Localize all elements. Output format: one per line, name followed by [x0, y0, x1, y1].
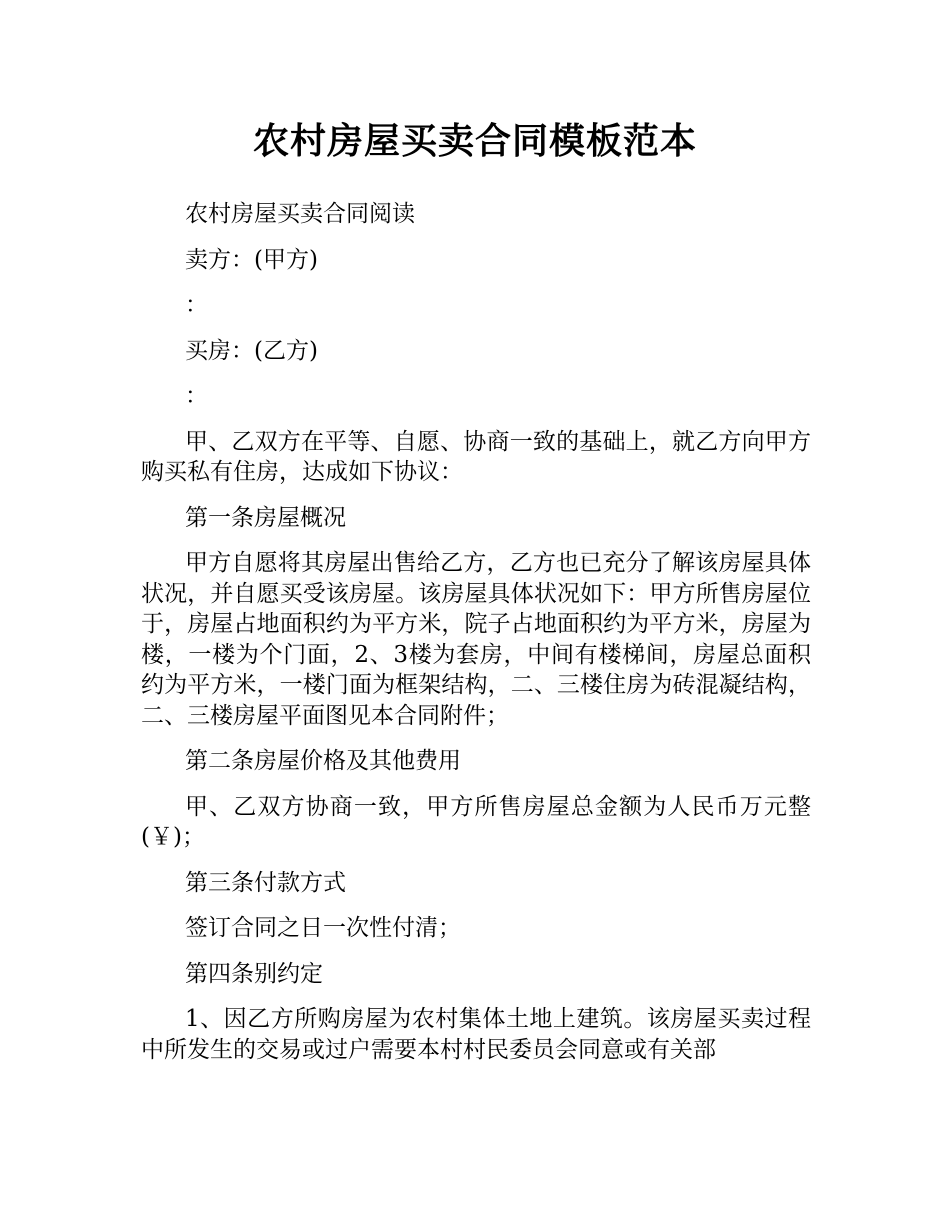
paragraph-buyer-colon: ：	[185, 383, 208, 409]
document-title: 农村房屋买卖合同模板范本	[252, 121, 697, 162]
paragraph-seller: 卖方：(甲方)	[185, 246, 318, 273]
paragraph-preamble: 甲、乙双方在平等、自愿、协商一致的基础上，就乙方向甲方购买私有住房，达成如下协议：	[141, 428, 811, 485]
article-1-heading: 第一条房屋概况	[185, 504, 346, 531]
paragraph-seller-colon: ：	[185, 292, 208, 318]
paragraph-buyer: 买房：(乙方)	[185, 337, 318, 364]
article-1-body: 甲方自愿将其房屋出售给乙方，乙方也已充分了解该房屋具体状况，并自愿买受该房屋。该房屋具体状况如下：甲方所售房屋位于，房屋占地面积约为平方米，院子占地面积约为平方米，房屋为楼，一楼为个门面，2、3楼为套房，中间有楼梯间，房屋总面积约为平方米，一楼门面为框架结构，二、三楼住房为砖混凝结构，二、三楼房屋平面图见本合同附件；	[141, 550, 811, 729]
article-2-heading: 第二条房屋价格及其他费用	[185, 748, 461, 774]
article-3-heading: 第三条付款方式	[185, 869, 346, 896]
article-2-body: 甲、乙双方协商一致，甲方所售房屋总金额为人民币万元整(￥)；	[141, 793, 811, 850]
document-body	[141, 199, 811, 1080]
article-3-body: 签订合同之日一次性付清；	[185, 915, 461, 941]
paragraph-subtitle: 农村房屋买卖合同阅读	[185, 201, 415, 227]
article-4-item-1: 1、因乙方所购房屋为农村集体土地上建筑。该房屋买卖过程中所发生的交易或过户需要本村村民委员会同意或有关部	[141, 1006, 811, 1063]
article-4-heading: 第四条别约定	[185, 960, 323, 987]
